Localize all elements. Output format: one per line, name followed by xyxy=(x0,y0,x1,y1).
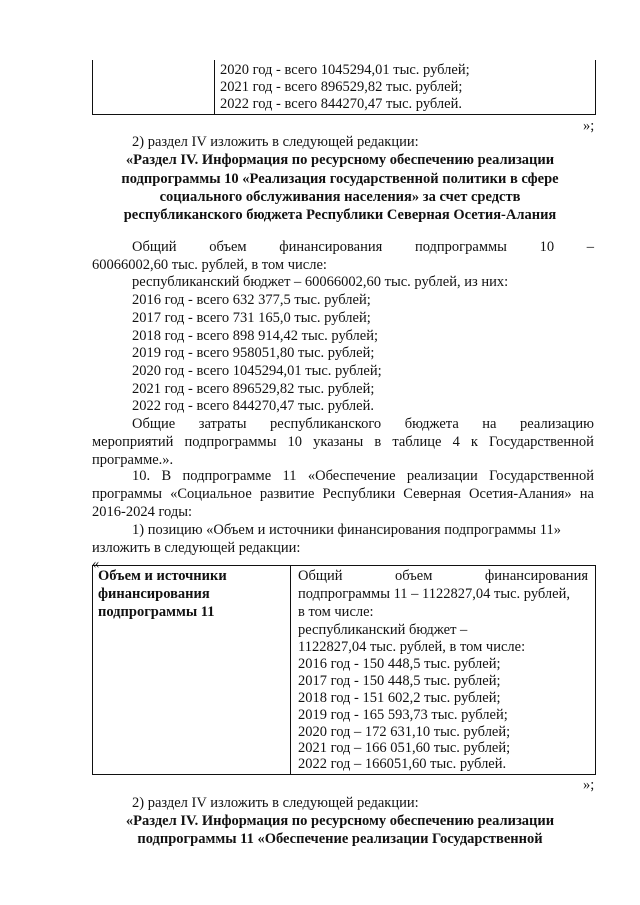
paragraph-line: мероприятий подпрограммы 10 указаны в таблице 4 к Государственной xyxy=(92,434,594,450)
table-label-line: финансирования xyxy=(98,586,210,602)
paragraph-line: 2016-2024 годы: xyxy=(92,504,193,520)
section-heading-line: подпрограммы 11 «Обеспечение реализации Государственной xyxy=(137,831,543,847)
top-table-divider xyxy=(214,60,215,114)
paragraph-line: изложить в следующей редакции: xyxy=(92,540,301,556)
budget-line: 2021 год - всего 896529,82 тыс. рублей; xyxy=(132,381,375,397)
table-value-line: 2018 год - 151 602,2 тыс. рублей; xyxy=(298,690,501,706)
closing-quote: »; xyxy=(583,777,595,793)
section-heading-line: социального обслуживания населения» за счет средств xyxy=(159,189,521,205)
top-table-line: 2021 год - всего 896529,82 тыс. рублей; xyxy=(220,79,463,95)
table-value-line: в том числе: xyxy=(298,604,374,620)
item-2-text: 2) раздел IV изложить в следующей редакции: xyxy=(132,134,419,150)
budget-line: 2017 год - всего 731 165,0 тыс. рублей; xyxy=(132,310,371,326)
financing-table-divider xyxy=(290,566,291,774)
opening-quote: « xyxy=(92,556,100,572)
budget-line: 2020 год - всего 1045294,01 тыс. рублей; xyxy=(132,363,382,379)
budget-line: 2022 год - всего 844270,47 тыс. рублей. xyxy=(132,398,374,414)
table-value-line: 2020 год – 172 631,10 тыс. рублей; xyxy=(298,724,511,740)
section-heading-line: республиканского бюджета Республики Северная Осетия-Алания xyxy=(123,207,557,223)
paragraph-line: программы «Социальное развитие Республики Северная Осетия-Алания» на xyxy=(92,486,594,502)
table-value-line: подпрограммы 11 – 1122827,04 тыс. рублей, xyxy=(298,586,570,602)
table-value-line: 2022 год – 166051,60 тыс. рублей. xyxy=(298,756,507,772)
paragraph-item-10: 10. В подпрограмме 11 «Обеспечение реализации Государственной xyxy=(132,468,594,484)
table-value-line: 2019 год - 165 593,73 тыс. рублей; xyxy=(298,707,508,723)
table-value-line: республиканский бюджет – xyxy=(298,622,468,638)
table-value-line: 2017 год - 150 448,5 тыс. рублей; xyxy=(298,673,501,689)
financing-table xyxy=(92,565,596,775)
section-heading-line: «Раздел IV. Информация по ресурсному обеспечению реализации xyxy=(125,813,555,829)
table-value-line: 2021 год – 166 051,60 тыс. рублей; xyxy=(298,740,511,756)
table-label-line: Объем и источники xyxy=(98,568,227,584)
section-heading-line: «Раздел IV. Информация по ресурсному обеспечению реализации xyxy=(125,152,555,168)
budget-line: республиканский бюджет – 60066002,60 тыс. рублей, из них: xyxy=(132,274,509,290)
budget-line: 2016 год - всего 632 377,5 тыс. рублей; xyxy=(132,292,371,308)
section-heading-line: подпрограммы 10 «Реализация государственной политики в сфере xyxy=(121,171,559,187)
table-value-line: 1122827,04 тыс. рублей, в том числе: xyxy=(298,639,526,655)
paragraph-line: 60066002,60 тыс. рублей, в том числе: xyxy=(92,257,327,273)
paragraph-line: программе.». xyxy=(92,452,174,468)
top-table xyxy=(92,60,596,115)
closing-quote: »; xyxy=(583,118,595,134)
paragraph-costs: Общие затраты республиканского бюджета на реализацию xyxy=(132,416,594,432)
table-label-line: подпрограммы 11 xyxy=(98,604,215,620)
budget-line: 2019 год - всего 958051,80 тыс. рублей; xyxy=(132,345,375,361)
table-value-line: 2016 год - 150 448,5 тыс. рублей; xyxy=(298,656,501,672)
paragraph-total-financing: Общий объем финансирования подпрограммы 10 – xyxy=(132,239,594,255)
top-table-line: 2022 год - всего 844270,47 тыс. рублей. xyxy=(220,96,462,112)
budget-line: 2018 год - всего 898 914,42 тыс. рублей; xyxy=(132,328,379,344)
top-table-line: 2020 год - всего 1045294,01 тыс. рублей; xyxy=(220,62,470,78)
paragraph-item-1: 1) позицию «Объем и источники финансирования подпрограммы 11» xyxy=(132,522,561,538)
table-value-line: Общий объем финансирования xyxy=(298,568,588,584)
item-2-text: 2) раздел IV изложить в следующей редакции: xyxy=(132,795,419,811)
